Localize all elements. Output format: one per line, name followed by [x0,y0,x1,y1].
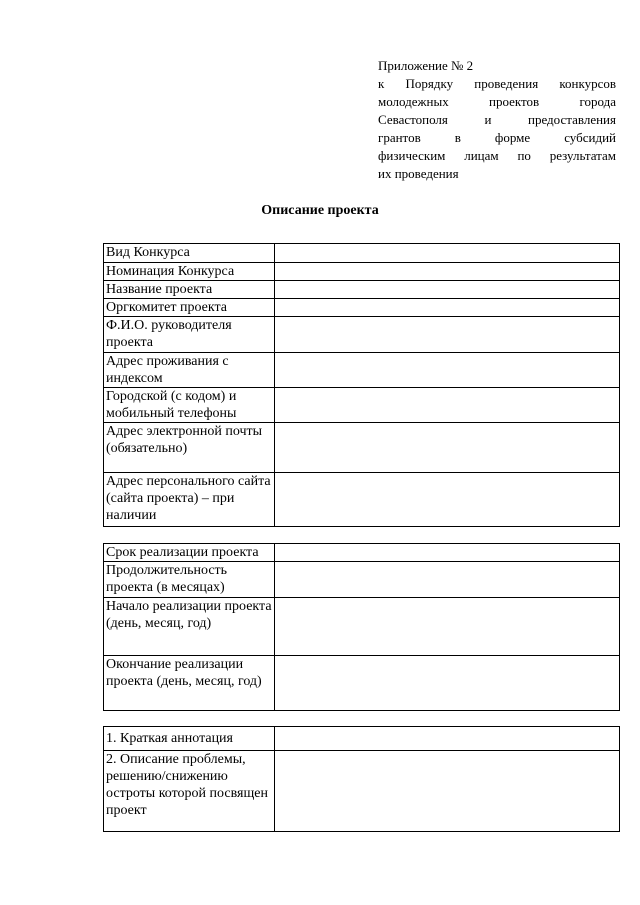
value-field[interactable] [275,281,620,299]
row-label: Адрес персонального сайта (сайта проекта) – при наличии [104,473,275,527]
table-row [104,281,620,299]
appendix-line: физическим лицам по результатам [378,148,616,163]
table-row [104,317,620,353]
value-field[interactable] [275,353,620,388]
value-field[interactable] [275,751,620,832]
value-field[interactable] [275,388,620,423]
value-field[interactable] [275,299,620,317]
row-label: 1. Краткая аннотация [104,727,275,751]
row-label: Продолжительность проекта (в месяцах) [104,562,275,598]
table-row [104,598,620,656]
table-row [104,388,620,423]
value-field[interactable] [275,244,620,263]
table-row [104,544,620,562]
appendix-line: к Порядку проведения конкурсов [378,76,616,91]
value-field[interactable] [275,317,620,353]
row-label: Городской (с кодом) и мобильный телефоны [104,388,275,423]
row-label: Адрес проживания с индексом [104,353,275,388]
value-field[interactable] [275,473,620,527]
row-label: Вид Конкурса [104,244,275,263]
appendix-line: их проведения [378,166,459,181]
table-row [104,299,620,317]
project-timing-table [103,543,620,711]
value-field[interactable] [275,544,620,562]
row-label: Начало реализации проекта (день, месяц, год) [104,598,275,656]
table-row [104,727,620,751]
applicant-info-table [103,243,620,527]
table-row [104,473,620,527]
appendix-number: Приложение № 2 [378,58,474,73]
row-label: Название проекта [104,281,275,299]
table-row [104,263,620,281]
value-field[interactable] [275,562,620,598]
row-label: Срок реализации проекта [104,544,275,562]
appendix-line: молодежных проектов города [378,94,616,109]
value-field[interactable] [275,727,620,751]
table-row [104,656,620,711]
row-label: Ф.И.О. руководителя проекта [104,317,275,353]
appendix-line: грантов в форме субсидий [378,130,616,145]
row-label: Номинация Конкурса [104,263,275,281]
project-description-table [103,726,620,832]
row-label: Оргкомитет проекта [104,299,275,317]
table-row [104,244,620,263]
value-field[interactable] [275,598,620,656]
row-label: Адрес электронной почты (обязательно) [104,423,275,473]
value-field[interactable] [275,423,620,473]
table-row [104,751,620,832]
value-field[interactable] [275,263,620,281]
table-row [104,562,620,598]
row-label: Окончание реализации проекта (день, месяц, год) [104,656,275,711]
appendix-header [378,57,616,183]
table-row [104,423,620,473]
document-title: Описание проекта [261,203,379,218]
row-label: 2. Описание проблемы, решению/снижению остроты которой посвящен проект [104,751,275,832]
appendix-line: Севастополя и предоставления [378,112,616,127]
value-field[interactable] [275,656,620,711]
table-row [104,353,620,388]
